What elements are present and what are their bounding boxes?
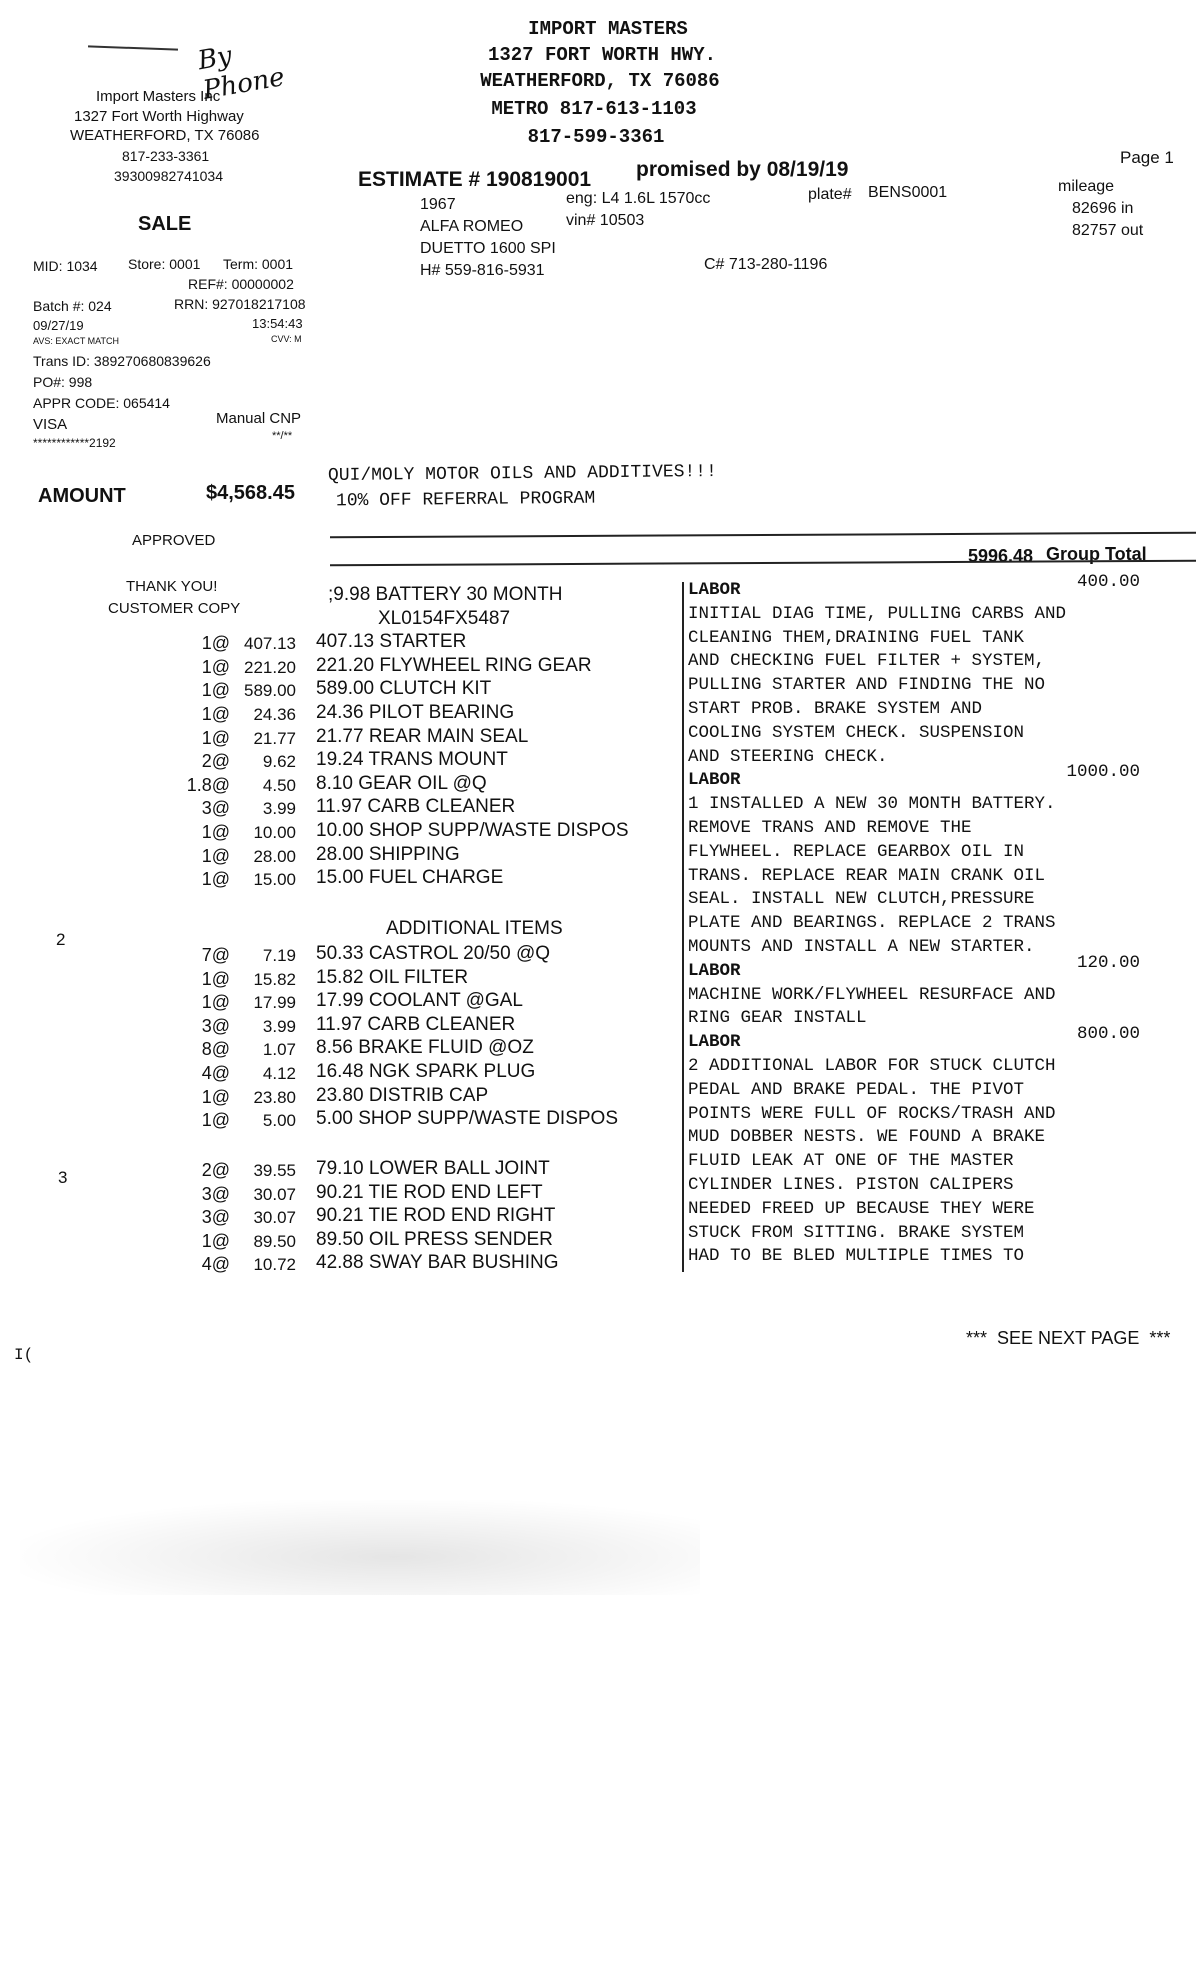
receipt-batch: Batch #: 024 bbox=[33, 298, 112, 314]
header-divider bbox=[330, 532, 1196, 538]
receipt-date: 09/27/19 bbox=[33, 318, 84, 333]
part-unit-price: 10.00 bbox=[253, 823, 296, 842]
part-line: 15.00 FUEL CHARGE bbox=[316, 867, 504, 889]
part-qty: 1@ bbox=[201, 680, 230, 701]
part-qty: 1@ bbox=[201, 1110, 230, 1131]
receipt-card-type: VISA bbox=[33, 416, 68, 433]
part-line: 21.77 REAR MAIN SEAL bbox=[316, 725, 529, 747]
part-qty: 1@ bbox=[201, 992, 230, 1013]
part-line: 42.88 SWAY BAR BUSHING bbox=[316, 1252, 559, 1274]
part-line: 28.00 SHIPPING bbox=[316, 843, 460, 865]
shop-street: 1327 FORT WORTH HWY. bbox=[487, 44, 717, 66]
labor-description: TRANS. REPLACE REAR MAIN CRANK OIL bbox=[688, 865, 1046, 886]
customer-home-phone: H# 559-816-5931 bbox=[420, 262, 545, 279]
part-line: 90.21 TIE ROD END LEFT bbox=[316, 1181, 543, 1203]
page-number: Page 1 bbox=[1120, 148, 1174, 167]
part-unit-price: 1.07 bbox=[262, 1040, 296, 1060]
part-line: 19.24 TRANS MOUNT bbox=[316, 749, 508, 771]
part-unit-price: 39.55 bbox=[253, 1161, 296, 1180]
mileage-label: mileage bbox=[1058, 178, 1115, 195]
labor-description: STUCK FROM SITTING. BRAKE SYSTEM bbox=[688, 1222, 1025, 1243]
labor-heading: LABOR bbox=[688, 960, 741, 981]
promised-date: promised by 08/19/19 bbox=[636, 158, 849, 181]
part-unit-price: 9.62 bbox=[262, 752, 296, 772]
labor-heading: LABOR bbox=[688, 1032, 741, 1053]
part-line: 24.36 PILOT BEARING bbox=[316, 702, 515, 723]
part-qty: 1@ bbox=[201, 727, 230, 748]
scan-smudge bbox=[20, 1500, 700, 1595]
labor-description: HAD TO BE BLED MULTIPLE TIMES TO bbox=[688, 1246, 1025, 1267]
part-unit-price: 10.72 bbox=[253, 1255, 296, 1275]
group-number-2: 2 bbox=[56, 930, 66, 949]
receipt-term: Term: 0001 bbox=[223, 256, 294, 272]
part-unit-price: 28.00 bbox=[253, 846, 296, 866]
part-qty: 8@ bbox=[201, 1039, 230, 1060]
labor-description: FLUID LEAK AT ONE OF THE MASTER bbox=[688, 1151, 1014, 1172]
part-line: 79.10 LOWER BALL JOINT bbox=[316, 1158, 550, 1179]
labor-description: MACHINE WORK/FLYWHEEL RESURFACE AND bbox=[688, 984, 1056, 1005]
part-qty: 3@ bbox=[201, 1207, 230, 1228]
part-qty: 7@ bbox=[201, 945, 230, 965]
part-qty: 1@ bbox=[201, 656, 230, 677]
shop-city: WEATHERFORD, TX 76086 bbox=[480, 70, 720, 92]
labor-amount: 800.00 bbox=[1076, 1024, 1140, 1045]
part-line: 50.33 CASTROL 20/50 @Q bbox=[316, 943, 551, 964]
labor-description: CYLINDER LINES. PISTON CALIPERS bbox=[688, 1175, 1014, 1195]
part-qty: 2@ bbox=[201, 1160, 230, 1180]
shop-phone: 817-599-3361 bbox=[527, 126, 665, 148]
labor-description: AND STEERING CHECK. bbox=[688, 746, 888, 767]
receipt-merchant: Import Masters Inc bbox=[96, 88, 221, 105]
part-qty: 1@ bbox=[201, 633, 230, 654]
labor-heading: LABOR bbox=[688, 580, 741, 600]
receipt-card-number: ************2192 bbox=[33, 436, 116, 450]
labor-description: START PROB. BRAKE SYSTEM AND bbox=[688, 699, 983, 719]
part-qty: 1@ bbox=[201, 968, 230, 989]
labor-description: PULLING STARTER AND FINDING THE NO bbox=[688, 675, 1046, 696]
part-unit-price: 30.07 bbox=[253, 1208, 296, 1228]
labor-description: COOLING SYSTEM CHECK. SUSPENSION bbox=[688, 722, 1025, 743]
receipt-avs: AVS: EXACT MATCH bbox=[33, 336, 120, 346]
pen-stroke bbox=[88, 45, 178, 50]
part-unit-price: 3.99 bbox=[262, 799, 296, 819]
part-line: 17.99 COOLANT @GAL bbox=[316, 990, 523, 1012]
mileage-out: 82757 out bbox=[1072, 222, 1144, 239]
promo-line-2: 10% OFF REFERRAL PROGRAM bbox=[335, 488, 596, 512]
labor-description: MUD DOBBER NESTS. WE FOUND A BRAKE bbox=[688, 1127, 1046, 1148]
receipt-rrn: RRN: 927018217108 bbox=[174, 296, 306, 312]
part-unit-price: 4.12 bbox=[262, 1064, 296, 1083]
part-line: 221.20 FLYWHEEL RING GEAR bbox=[316, 654, 592, 676]
part-unit-price: 3.99 bbox=[262, 1016, 296, 1036]
part-unit-price: 89.50 bbox=[253, 1231, 296, 1251]
part-unit-price: 221.20 bbox=[244, 657, 296, 677]
part-line: 23.80 DISTRIB CAP bbox=[316, 1084, 489, 1106]
receipt-entry-mode: Manual CNP bbox=[216, 410, 302, 427]
handwritten-note: By Phone bbox=[195, 40, 287, 106]
receipt-thanks: THANK YOU! bbox=[126, 578, 218, 595]
see-next-page: *** SEE NEXT PAGE *** bbox=[966, 1328, 1171, 1348]
part-unit-price: 15.82 bbox=[253, 969, 296, 989]
labor-description: 1 INSTALLED A NEW 30 MONTH BATTERY. bbox=[688, 794, 1056, 815]
part-unit-price: 21.77 bbox=[253, 728, 296, 748]
vehicle-engine: eng: L4 1.6L 1570cc bbox=[566, 190, 711, 207]
receipt-merchant-id: 39300982741034 bbox=[114, 168, 224, 184]
part-line: ;9.98 BATTERY 30 MONTH bbox=[328, 584, 563, 605]
labor-description: PLATE AND BEARINGS. REPLACE 2 TRANS bbox=[688, 913, 1056, 934]
shop-name: IMPORT MASTERS bbox=[528, 18, 688, 40]
labor-description: CLEANING THEM,DRAINING FUEL TANK bbox=[688, 627, 1025, 648]
labor-description: AND CHECKING FUEL FILTER + SYSTEM, bbox=[688, 651, 1046, 672]
part-unit-price: 589.00 bbox=[244, 681, 296, 701]
vehicle-vin: vin# 10503 bbox=[566, 212, 645, 229]
labor-amount: 120.00 bbox=[1076, 952, 1140, 973]
part-qty: 4@ bbox=[201, 1063, 230, 1083]
part-qty: 1@ bbox=[201, 869, 230, 890]
part-qty: 3@ bbox=[201, 1015, 230, 1036]
plate-label: plate# bbox=[808, 186, 852, 203]
part-qty: 3@ bbox=[201, 798, 230, 819]
card-receipt bbox=[18, 20, 318, 620]
labor-heading: LABOR bbox=[688, 770, 741, 791]
part-line: 5.00 SHOP SUPP/WASTE DISPOS bbox=[316, 1108, 618, 1130]
labor-amount: 400.00 bbox=[1076, 572, 1140, 592]
part-line: 15.82 OIL FILTER bbox=[316, 966, 469, 988]
receipt-copy: CUSTOMER COPY bbox=[108, 600, 241, 617]
receipt-phone: 817-233-3361 bbox=[122, 148, 210, 164]
part-line: 8.10 GEAR OIL @Q bbox=[316, 772, 487, 794]
part-qty: 1@ bbox=[201, 822, 230, 842]
part-unit-price: 30.07 bbox=[253, 1184, 296, 1204]
receipt-type: SALE bbox=[138, 213, 192, 235]
part-qty: 1@ bbox=[201, 1230, 230, 1251]
part-unit-price: 407.13 bbox=[244, 634, 296, 654]
estimate-title: ESTIMATE # 190819001 bbox=[358, 168, 592, 191]
part-line: 11.97 CARB CLEANER bbox=[316, 1013, 516, 1035]
part-line: 89.50 OIL PRESS SENDER bbox=[316, 1228, 553, 1250]
labor-description: POINTS WERE FULL OF ROCKS/TRASH AND bbox=[688, 1103, 1056, 1124]
plate-number: BENS0001 bbox=[868, 184, 948, 201]
part-line: 10.00 SHOP SUPP/WASTE DISPOS bbox=[316, 820, 629, 841]
vehicle-make: ALFA ROMEO bbox=[420, 218, 524, 235]
receipt-appr-code: APPR CODE: 065414 bbox=[33, 395, 170, 411]
part-line: 11.97 CARB CLEANER bbox=[316, 796, 516, 818]
receipt-store: Store: 0001 bbox=[128, 256, 201, 272]
part-qty: 3@ bbox=[201, 1183, 230, 1204]
labor-description: SEAL. INSTALL NEW CLUTCH,PRESSURE bbox=[688, 889, 1035, 910]
part-line: 8.56 BRAKE FLUID @OZ bbox=[316, 1037, 534, 1059]
part-line: 589.00 CLUTCH KIT bbox=[316, 678, 492, 700]
labor-amount: 1000.00 bbox=[1066, 762, 1140, 783]
receipt-ref: REF#: 00000002 bbox=[188, 276, 294, 292]
part-qty: 1@ bbox=[201, 704, 230, 724]
part-unit-price: 4.50 bbox=[262, 775, 296, 795]
part-unit-price: 24.36 bbox=[253, 705, 296, 724]
labor-description: RING GEAR INSTALL bbox=[688, 1008, 867, 1029]
part-qty: 2@ bbox=[201, 751, 230, 772]
customer-cell-phone: C# 713-280-1196 bbox=[704, 256, 828, 273]
part-qty: 4@ bbox=[201, 1254, 230, 1275]
labor-description: 2 ADDITIONAL LABOR FOR STUCK CLUTCH bbox=[688, 1056, 1056, 1076]
part-qty: 1@ bbox=[201, 1086, 230, 1107]
receipt-address1: 1327 Fort Worth Highway bbox=[74, 108, 244, 125]
part-qty: 1@ bbox=[201, 845, 230, 866]
labor-description: FLYWHEEL. REPLACE GEARBOX OIL IN bbox=[688, 841, 1025, 862]
receipt-time: 13:54:43 bbox=[252, 316, 303, 331]
group-total-value: 5996.48 bbox=[968, 546, 1034, 566]
labor-description: REMOVE TRANS AND REMOVE THE bbox=[688, 818, 972, 838]
labor-description: MOUNTS AND INSTALL A NEW STARTER. bbox=[688, 937, 1035, 957]
receipt-po: PO#: 998 bbox=[33, 374, 93, 390]
part-line: 407.13 STARTER bbox=[316, 631, 467, 653]
vehicle-year: 1967 bbox=[420, 196, 456, 213]
additional-items-heading: ADDITIONAL ITEMS bbox=[386, 918, 563, 939]
receipt-expiry: **/** bbox=[272, 430, 293, 442]
labor-divider bbox=[682, 582, 684, 1272]
receipt-amount: $4,568.45 bbox=[206, 482, 295, 504]
part-unit-price: 17.99 bbox=[253, 993, 296, 1013]
part-line: 90.21 TIE ROD END RIGHT bbox=[316, 1205, 556, 1227]
part-unit-price: 5.00 bbox=[262, 1111, 296, 1131]
receipt-mid: MID: 1034 bbox=[33, 258, 98, 274]
receipt-address2: WEATHERFORD, TX 76086 bbox=[70, 127, 260, 144]
part-unit-price: 15.00 bbox=[253, 870, 296, 890]
receipt-cvv: CVV: M bbox=[271, 334, 302, 344]
receipt-amount-label: AMOUNT bbox=[38, 485, 126, 507]
part-qty: 1.8@ bbox=[186, 774, 230, 795]
group-number-3: 3 bbox=[58, 1168, 68, 1187]
edge-scan-mark: I( bbox=[14, 1346, 34, 1364]
receipt-approved: APPROVED bbox=[132, 532, 216, 549]
labor-description: PEDAL AND BRAKE PEDAL. THE PIVOT bbox=[688, 1079, 1025, 1100]
vehicle-model: DUETTO 1600 SPI bbox=[420, 240, 556, 257]
labor-description: NEEDED FREED UP BECAUSE THEY WERE bbox=[688, 1198, 1035, 1219]
part-unit-price: 23.80 bbox=[253, 1087, 296, 1107]
mileage-in: 82696 in bbox=[1072, 200, 1134, 217]
shop-metro-phone: METRO 817-613-1103 bbox=[491, 98, 697, 120]
group-total-label: Group Total bbox=[1046, 544, 1147, 564]
part-line: XL0154FX5487 bbox=[378, 607, 511, 629]
labor-description: INITIAL DIAG TIME, PULLING CARBS AND bbox=[688, 603, 1067, 624]
part-unit-price: 7.19 bbox=[262, 946, 296, 965]
part-line: 16.48 NGK SPARK PLUG bbox=[316, 1061, 536, 1082]
receipt-trans-id: Trans ID: 389270680839626 bbox=[33, 353, 211, 369]
promo-line-1: QUI/MOLY MOTOR OILS AND ADDITIVES!!! bbox=[327, 461, 717, 487]
